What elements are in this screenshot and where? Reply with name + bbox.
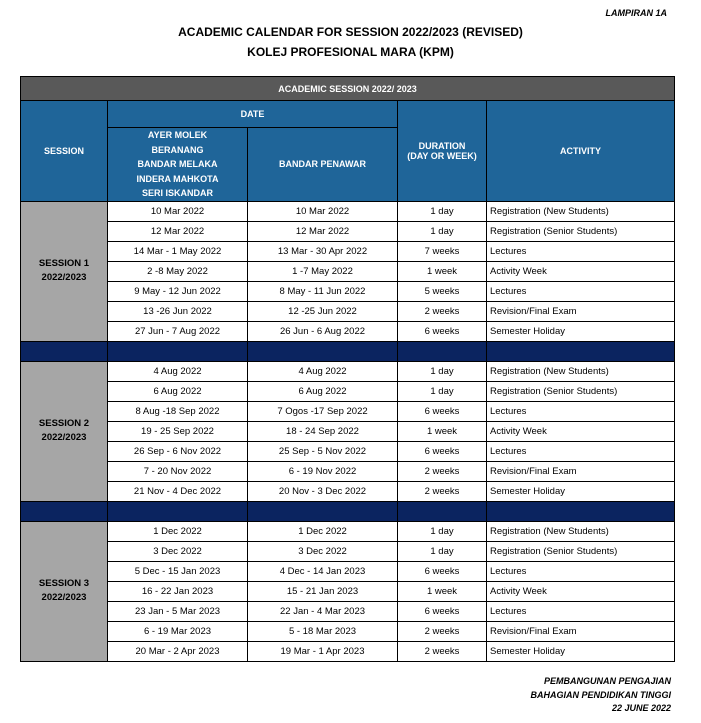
duration-cell: 7 weeks — [398, 241, 487, 261]
activity-cell: Activity Week — [487, 421, 675, 441]
separator-cell — [487, 341, 675, 361]
duration-cell: 1 day — [398, 381, 487, 401]
duration-cell: 6 weeks — [398, 321, 487, 341]
separator-cell — [21, 501, 108, 521]
separator-cell — [398, 501, 487, 521]
activity-cell: Lectures — [487, 601, 675, 621]
date-main-campuses: 6 Aug 2022 — [108, 381, 248, 401]
duration-cell: 1 day — [398, 221, 487, 241]
duration-cell: 1 day — [398, 541, 487, 561]
activity-cell: Registration (New Students) — [487, 361, 675, 381]
activity-cell: Semester Holiday — [487, 641, 675, 661]
table-row — [21, 541, 675, 561]
academic-session-header: ACADEMIC SESSION 2022/ 2023 — [21, 77, 675, 101]
activity-cell: Semester Holiday — [487, 321, 675, 341]
date-main-campuses: 3 Dec 2022 — [108, 541, 248, 561]
table-row — [21, 381, 675, 401]
date-column-header: DATE — [108, 101, 398, 128]
separator-cell — [248, 341, 398, 361]
activity-cell: Registration (Senior Students) — [487, 381, 675, 401]
table-row — [21, 421, 675, 441]
duration-cell: 1 week — [398, 261, 487, 281]
activity-cell: Lectures — [487, 281, 675, 301]
table-row — [21, 361, 675, 381]
footer-date: 22 JUNE 2022 — [611, 703, 671, 713]
separator-cell — [398, 341, 487, 361]
duration-cell: 2 weeks — [398, 301, 487, 321]
duration-cell: 6 weeks — [398, 401, 487, 421]
date-main-campuses: 2 -8 May 2022 — [108, 261, 248, 281]
campus-name: BERANANG — [151, 144, 204, 155]
table-row — [21, 281, 675, 301]
table-row — [21, 441, 675, 461]
date-main-campuses: 7 - 20 Nov 2022 — [108, 461, 248, 481]
table-row — [21, 581, 675, 601]
campus-name: AYER MOLEK — [147, 130, 208, 140]
session-label-line: SESSION 2 — [38, 418, 90, 429]
duration-cell: 6 weeks — [398, 601, 487, 621]
session-column-header: SESSION — [21, 101, 108, 202]
separator-cell — [108, 501, 248, 521]
calendar-body — [21, 201, 675, 661]
date-main-campuses: 1 Dec 2022 — [108, 521, 248, 541]
date-bandar-penawar: 18 - 24 Sep 2022 — [248, 421, 398, 441]
table-row — [21, 201, 675, 221]
duration-cell: 5 weeks — [398, 281, 487, 301]
date-bandar-penawar: 22 Jan - 4 Mar 2023 — [248, 601, 398, 621]
date-main-campuses: 9 May - 12 Jun 2022 — [108, 281, 248, 301]
session-separator — [21, 341, 675, 361]
duration-cell: 2 weeks — [398, 641, 487, 661]
session-label-line: 2022/2023 — [41, 432, 87, 443]
date-main-campuses: 19 - 25 Sep 2022 — [108, 421, 248, 441]
activity-cell: Revision/Final Exam — [487, 621, 675, 641]
date-main-campuses: 16 - 22 Jan 2023 — [108, 581, 248, 601]
activity-cell: Activity Week — [487, 261, 675, 281]
bandar-penawar-header: BANDAR PENAWAR — [248, 128, 398, 202]
activity-cell: Registration (Senior Students) — [487, 221, 675, 241]
table-row — [21, 261, 675, 281]
date-bandar-penawar: 6 Aug 2022 — [248, 381, 398, 401]
duration-cell: 1 day — [398, 361, 487, 381]
duration-column-header — [398, 101, 487, 202]
table-row — [21, 601, 675, 621]
table-row — [21, 621, 675, 641]
footer-line: PEMBANGUNAN PENGAJIAN — [543, 676, 671, 686]
date-main-campuses: 6 - 19 Mar 2023 — [108, 621, 248, 641]
date-main-campuses: 5 Dec - 15 Jan 2023 — [108, 561, 248, 581]
campus-group-header — [108, 128, 248, 202]
date-bandar-penawar: 6 - 19 Nov 2022 — [248, 461, 398, 481]
duration-cell: 1 day — [398, 201, 487, 221]
date-main-campuses: 21 Nov - 4 Dec 2022 — [108, 481, 248, 501]
activity-cell: Lectures — [487, 401, 675, 421]
duration-cell: 6 weeks — [398, 561, 487, 581]
session-label-line: 2022/2023 — [41, 272, 87, 283]
session-label — [21, 361, 108, 501]
date-main-campuses: 27 Jun - 7 Aug 2022 — [108, 321, 248, 341]
separator-cell — [487, 501, 675, 521]
campus-name: SERI ISKANDAR — [141, 188, 213, 198]
date-main-campuses: 14 Mar - 1 May 2022 — [108, 241, 248, 261]
academic-calendar-table — [20, 76, 675, 662]
separator-cell — [108, 341, 248, 361]
table-row — [21, 401, 675, 421]
session-label-line: SESSION 1 — [38, 258, 90, 269]
duration-cell: 2 weeks — [398, 481, 487, 501]
table-row — [21, 461, 675, 481]
date-bandar-penawar: 20 Nov - 3 Dec 2022 — [248, 481, 398, 501]
date-bandar-penawar: 15 - 21 Jan 2023 — [248, 581, 398, 601]
table-row — [21, 481, 675, 501]
date-bandar-penawar: 8 May - 11 Jun 2022 — [248, 281, 398, 301]
date-bandar-penawar: 26 Jun - 6 Aug 2022 — [248, 321, 398, 341]
session-separator — [21, 501, 675, 521]
activity-cell: Lectures — [487, 561, 675, 581]
session-label-line: SESSION 3 — [38, 578, 90, 589]
date-bandar-penawar: 5 - 18 Mar 2023 — [248, 621, 398, 641]
date-bandar-penawar: 25 Sep - 5 Nov 2022 — [248, 441, 398, 461]
duration-cell: 1 week — [398, 421, 487, 441]
date-main-campuses: 26 Sep - 6 Nov 2022 — [108, 441, 248, 461]
table-row — [21, 241, 675, 261]
duration-cell: 2 weeks — [398, 461, 487, 481]
session-label — [21, 521, 108, 661]
duration-cell: 2 weeks — [398, 621, 487, 641]
activity-cell: Semester Holiday — [487, 481, 675, 501]
duration-cell: 6 weeks — [398, 441, 487, 461]
duration-header-line: (DAY OR WEEK) — [407, 150, 477, 161]
date-main-campuses: 20 Mar - 2 Apr 2023 — [108, 641, 248, 661]
activity-cell: Registration (New Students) — [487, 521, 675, 541]
date-bandar-penawar: 4 Aug 2022 — [248, 361, 398, 381]
duration-cell: 1 day — [398, 521, 487, 541]
separator-cell — [21, 341, 108, 361]
table-row — [21, 321, 675, 341]
campus-name: BANDAR MELAKA — [137, 159, 218, 169]
session-label-line: 2022/2023 — [41, 592, 87, 603]
table-row — [21, 521, 675, 541]
table-row — [21, 221, 675, 241]
date-bandar-penawar: 4 Dec - 14 Jan 2023 — [248, 561, 398, 581]
activity-cell: Lectures — [487, 441, 675, 461]
date-bandar-penawar: 13 Mar - 30 Apr 2022 — [248, 241, 398, 261]
table-row — [21, 301, 675, 321]
document-title: ACADEMIC CALENDAR FOR SESSION 2022/2023 (REVISED) — [178, 25, 523, 39]
activity-cell: Activity Week — [487, 581, 675, 601]
date-bandar-penawar: 19 Mar - 1 Apr 2023 — [248, 641, 398, 661]
date-bandar-penawar: 12 -25 Jun 2022 — [248, 301, 398, 321]
duration-cell: 1 week — [398, 581, 487, 601]
footer-signature — [530, 675, 671, 716]
date-main-campuses: 10 Mar 2022 — [108, 201, 248, 221]
date-main-campuses: 13 -26 Jun 2022 — [108, 301, 248, 321]
separator-cell — [248, 501, 398, 521]
lampiran-label: LAMPIRAN 1A — [605, 8, 667, 18]
footer-line: BAHAGIAN PENDIDIKAN TINGGI — [530, 689, 671, 700]
duration-header-line: DURATION — [418, 140, 466, 151]
activity-cell: Lectures — [487, 241, 675, 261]
session-label — [21, 201, 108, 341]
activity-cell: Registration (Senior Students) — [487, 541, 675, 561]
activity-column-header: ACTIVITY — [487, 101, 675, 202]
table-row — [21, 641, 675, 661]
date-main-campuses: 12 Mar 2022 — [108, 221, 248, 241]
date-bandar-penawar: 12 Mar 2022 — [248, 221, 398, 241]
document-subtitle: KOLEJ PROFESIONAL MARA (KPM) — [247, 45, 454, 59]
date-bandar-penawar: 3 Dec 2022 — [248, 541, 398, 561]
date-main-campuses: 23 Jan - 5 Mar 2023 — [108, 601, 248, 621]
date-bandar-penawar: 7 Ogos -17 Sep 2022 — [248, 401, 398, 421]
date-bandar-penawar: 10 Mar 2022 — [248, 201, 398, 221]
date-bandar-penawar: 1 Dec 2022 — [248, 521, 398, 541]
activity-cell: Revision/Final Exam — [487, 301, 675, 321]
date-main-campuses: 4 Aug 2022 — [108, 361, 248, 381]
table-row — [21, 561, 675, 581]
campus-name: INDERA MAHKOTA — [136, 173, 219, 184]
date-bandar-penawar: 1 -7 May 2022 — [248, 261, 398, 281]
activity-cell: Registration (New Students) — [487, 201, 675, 221]
date-main-campuses: 8 Aug -18 Sep 2022 — [108, 401, 248, 421]
activity-cell: Revision/Final Exam — [487, 461, 675, 481]
